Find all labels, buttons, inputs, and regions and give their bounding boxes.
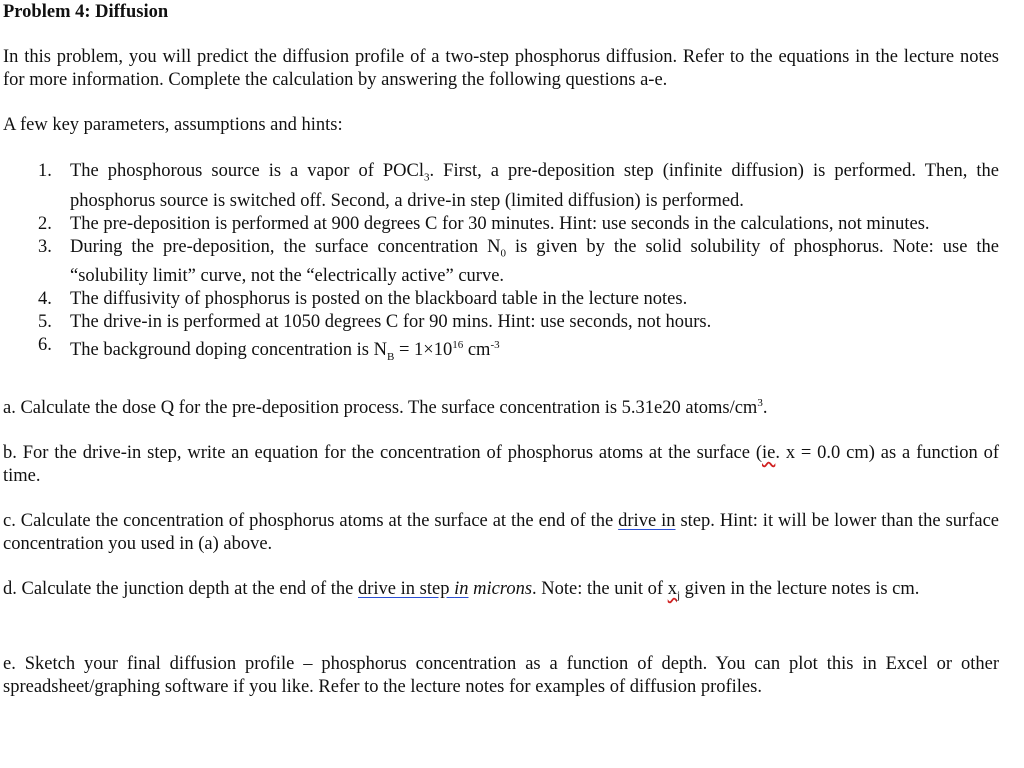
hint-number: 3. (38, 236, 52, 257)
hint-item: 3. During the pre-deposition, the surface concentration $N_0$ is given by the solid solubility of phosphorus. Note: use the “solubility limit” curve, not the “electrically active” curve. (38, 236, 999, 287)
intro-paragraph: In this problem, you will predict the diffusion profile of a two-step phosphorus diffusion. Refer to the equations in the lecture notes for more information. Complete the calculation by answering the following questions a-e. (3, 47, 999, 90)
hint-number: 6. (38, 335, 52, 356)
hint-item: 2. The pre-deposition is performed at 900 degrees C for 30 minutes. Hint: use seconds in the calculations, not minutes. (38, 213, 930, 234)
spellcheck-flag[interactable]: ie (761, 443, 776, 464)
grammar-flag[interactable]: drive in (618, 511, 676, 532)
problem-page (3, 0, 999, 699)
question-e: e. Sketch your final diffusion profile – phosphorus concentration as a function of depth. You can plot this in Excel or other spreadsheet/graphing software if you like. Refer to the lecture notes for examples of diffusion profiles. (3, 654, 999, 698)
hint-number: 4. (38, 289, 52, 310)
hint-item: 5. The drive-in is performed at 1050 degrees C for 90 mins. Hint: use seconds, not hours. (38, 312, 712, 333)
hint-number: 5. (38, 312, 52, 333)
hint-number: 1. (38, 161, 52, 181)
question-b: b. For the drive-in step, write an equation for the concentration of phosphorus atoms at the surface (ie. x = 0.0 cm) as a function of time. (3, 443, 999, 487)
hint-item: 4. The diffusivity of phosphorus is posted on the blackboard table in the lecture notes. (38, 289, 688, 310)
grammar-flag[interactable]: drive in step in (358, 579, 469, 600)
question-a: a. Calculate the dose Q for the pre-deposition process. The surface concentration is 5.31e20 atoms/$cm^3$. (3, 397, 768, 419)
hint-item: 6. The background doping concentration is $N_B = 1\times 10^{16}$ $cm^{-3}$ (38, 335, 500, 364)
spellcheck-flag[interactable]: $x_j$ (667, 579, 680, 603)
hint-number: 2. (38, 213, 52, 234)
hints-list (3, 160, 999, 369)
hints-heading: A few key parameters, assumptions and hints: (3, 115, 343, 135)
question-c: c. Calculate the concentration of phosphorus atoms at the surface at the end of the drive in step. Hint: it will be lower than the surface concentration you used in (a) above. (3, 511, 999, 555)
question-d: d. Calculate the junction depth at the end of the drive in step in microns. Note: the unit of $x_j$ given in the lecture notes is cm. (3, 579, 920, 603)
hint-item: 1. The phosphorous source is a vapor of POCl$_3$. First, a pre-deposition step (infinite diffusion) is performed. Then, the phosphorus source is switched off. Second, a drive-in step (limited diffusion) is performed. (38, 161, 999, 211)
problem-title: Problem 4: Diffusion (3, 2, 169, 22)
